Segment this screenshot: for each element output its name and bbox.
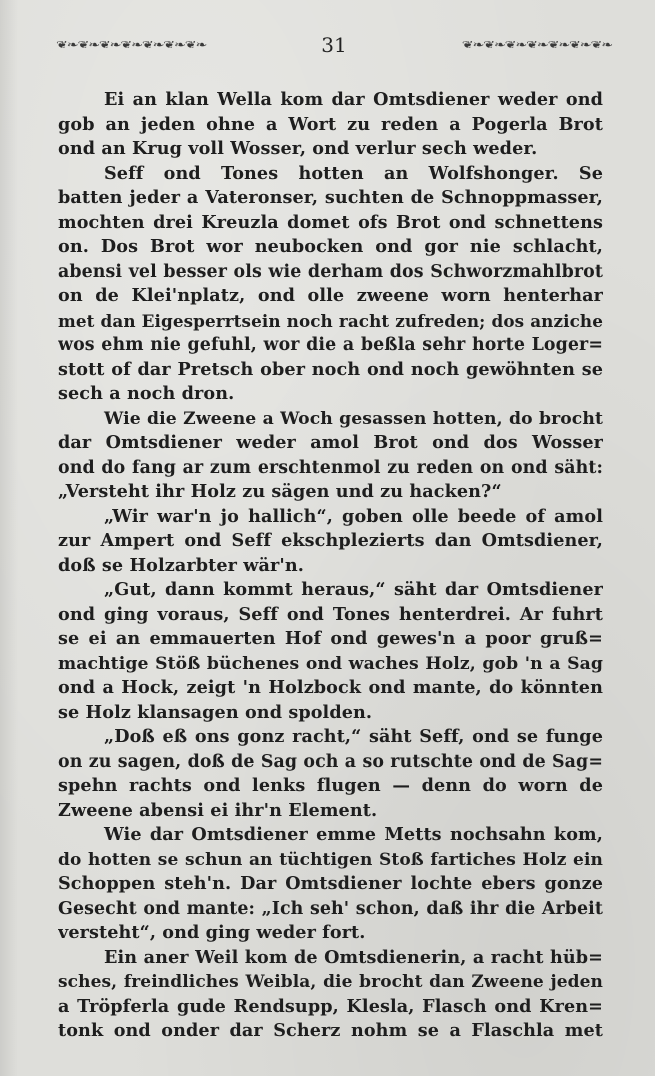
text-line: wos ehm nie gefuhl, wor die a beßla sehr horte Loger= — [58, 335, 603, 355]
header-ornament-left — [56, 37, 206, 53]
text-line: on de Klei'nplatz, ond olle zweene worn henterhar — [58, 285, 603, 306]
text-line: on zu sagen, doß de Sag och a so rutschte ond de Sag= — [58, 751, 603, 772]
text-line: batten jeder a Vateronser, suchten de Schnoppmasser, — [58, 187, 603, 208]
text-line: Wie die Zweene a Woch gesassen hotten, do brocht — [104, 408, 603, 429]
text-line: versteht“, ond ging weder fort. — [58, 922, 366, 943]
text-line: Wie dar Omtsdiener emme Metts nochsahn kom, — [104, 824, 603, 845]
text-line: on. Dos Brot wor neubocken ond gor nie schlacht, — [58, 236, 603, 257]
page-edge-shadow — [0, 0, 18, 1076]
text-line: Ein aner Weil kom de Omtsdienerin, a racht hüb= — [104, 946, 603, 968]
text-line: do hotten se schun an tüchtigen Stoß fartiches Holz ein — [58, 849, 603, 870]
text-line: spehn rachts ond lenks flugen — denn do worn de — [58, 775, 603, 796]
text-line: sech a noch dron. — [58, 383, 235, 404]
text-line: abensi vel besser ols wie derham dos Schworzmahlbrot — [58, 261, 603, 282]
text-line: Zweene abensi ei ihr'n Element. — [58, 799, 378, 821]
text-line: sches, freindliches Weibla, die brocht dan Zweene jeden — [58, 972, 603, 992]
text-line: ond do fang ar zum erschtenmol zu reden on ond säht: — [58, 457, 603, 478]
text-line: gob an jeden ohne a Wort zu reden a Pogerla Brot — [58, 113, 603, 135]
header-ornament-right — [462, 37, 612, 53]
text-line: Seff ond Tones hotten an Wolfshonger. Se — [104, 162, 603, 184]
text-line: ond an Krug voll Wosser, ond verlur sech weder. — [58, 138, 538, 159]
text-line: Ei an klan Wella kom dar Omtsdiener weder ond — [104, 89, 603, 110]
text-line: mochten drei Kreuzla domet ofs Brot ond schnettens — [58, 211, 603, 233]
text-line: doß se Holzarbter wär'n. — [58, 554, 304, 576]
text-line: „Gut, dann kommt heraus,“ säht dar Omtsdiener — [104, 579, 603, 600]
text-line: ond a Hock, zeigt 'n Holzbock ond mante, do könnten — [58, 677, 603, 698]
text-line: zur Ampert ond Seff ekschplezierts dan Omtsdiener, — [58, 530, 603, 551]
text-line: „Doß eß ons gonz racht,“ säht Seff, ond se funge — [104, 726, 603, 747]
text-line: dar Omtsdiener weder amol Brot ond dos Wosser — [58, 432, 603, 453]
ornament-left-glyphs: ❦❧❦❧❦❧❦❧❦❧❦❧❦❧ — [56, 39, 207, 51]
text-line: „Versteht ihr Holz zu sägen und zu hacken?“ — [58, 481, 502, 502]
text-line: machtige Stöß büchenes ond waches Holz, gob 'n a Sag — [58, 653, 603, 674]
page-header — [56, 30, 612, 60]
ornament-right-glyphs: ❦❧❦❧❦❧❦❧❦❧❦❧❦❧ — [461, 39, 612, 51]
text-line: se ei an emmauerten Hof ond gewes'n a poor gruß= — [58, 628, 603, 649]
text-line: se Holz klansagen ond spolden. — [58, 701, 373, 723]
text-line: Schoppen steh'n. Dar Omtsdiener lochte ebers gonze — [58, 873, 603, 894]
body-text — [58, 88, 603, 1044]
text-line: ond ging voraus, Seff ond Tones henterdrei. Ar fuhrt — [58, 603, 603, 625]
text-line: tonk ond onder dar Scherz nohm se a Flaschla met — [58, 1020, 603, 1041]
text-line: Gesecht ond mante: „Ich seh' schon, daß ihr die Arbeit — [58, 898, 603, 919]
page-number: 31 — [321, 33, 347, 57]
text-line: met dan Eigesperrtsein noch racht zufreden; dos anziche — [58, 310, 603, 331]
text-line: a Tröpferla gude Rendsupp, Klesla, Flasch ond Kren= — [58, 995, 603, 1017]
text-line: stott of dar Pretsch ober noch ond noch gewöhnten se — [58, 358, 603, 380]
text-line: „Wir war'n jo hallich“, goben olle beede of amol — [104, 505, 603, 527]
